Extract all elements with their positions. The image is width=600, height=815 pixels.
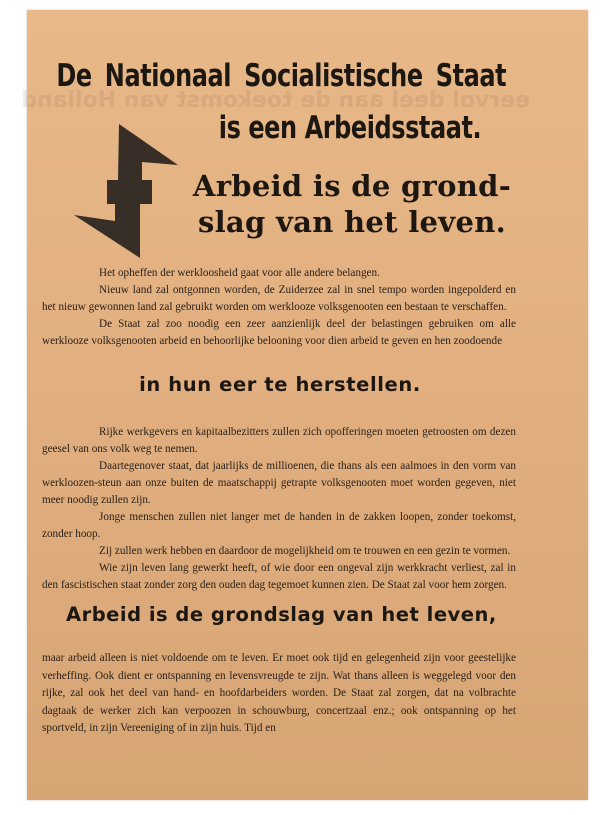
- subheading-line2: slag van het leven.: [197, 205, 506, 239]
- paragraph: Het opheffen der werkloosheid gaat voor alle andere belangen.: [99, 267, 380, 279]
- paragraph: Wie zijn leven lang gewerkt heeft, of wie door een ongeval zijn werkkracht verliest, zal in den fascistischen staat zonder zorg den ouden dag tegemoet kunnen zien. De Staat zal voor hem zorgen.: [42, 562, 516, 591]
- closing-heading: Arbeid is de grondslag van het leven,: [66, 603, 497, 626]
- paragraph: Zij zullen werk hebben en daardoor de mogelijkheid om te trouwen en een gezin te vormen.: [99, 545, 511, 557]
- section-1: [42, 265, 516, 350]
- paragraph: maar arbeid alleen is niet voldoende om te leven. Er moet ook tijd en gelegenheid zijn voor geestelijke verheffing. Ook dient er ontspanning en levensvreugde te zijn. Wat thans alleen is weggelegd voor den rijke, zal ook het deel van hand- en hoofdarbeiders worden. De Staat zal zorgen, dat na volbrachte dagtaak de werker zich kan verpoozen in schouwburg, concertzaal enz.; ook ontspanning op het sportveld, in zijn Vereeniging of in zijn huis. Tijd en: [42, 652, 516, 734]
- paragraph: Jonge menschen zullen niet langer met de handen in de zakken loopen, zonder toekomst, zonder hoop.: [42, 511, 516, 540]
- subheading: [172, 168, 532, 240]
- paragraph: Daartegenover staat, dat jaarlijks de millioenen, die thans als een aalmoes in den vorm van werkloozen-steun aan onze buiten de maatschappij getrapte volksgenooten moet worden gegeven, niet meer noodig zullen zijn.: [42, 460, 516, 506]
- section-3: [42, 650, 516, 738]
- main-heading-line1: De Nationaal Socialistische Staat: [56, 58, 507, 94]
- subheading-line1: Arbeid is de grond-: [192, 169, 512, 203]
- section-2: [42, 424, 516, 594]
- main-heading-line2: is een Arbeidsstaat.: [218, 110, 482, 146]
- paragraph: De Staat zal zoo noodig een zeer aanzienlijk deel der belastingen gebruiken om alle werklooze volksgenooten arbeid en behoorlijke belooning voor dien arbeid te geven en hen zoodoende: [42, 318, 516, 347]
- paragraph: Nieuw land zal ontgonnen worden, de Zuiderzee zal in snel tempo worden ingepolderd en het nieuw gewonnen land zal gebruikt worden om werklooze volksgenooten een bestaan te verschaffen.: [42, 284, 516, 313]
- mid-heading: in hun eer te herstellen.: [139, 373, 421, 396]
- paragraph: Rijke werkgevers en kapitaalbezitters zullen zich opofferingen moeten getroosten om dezen geesel van ons volk weg te nemen.: [42, 426, 516, 455]
